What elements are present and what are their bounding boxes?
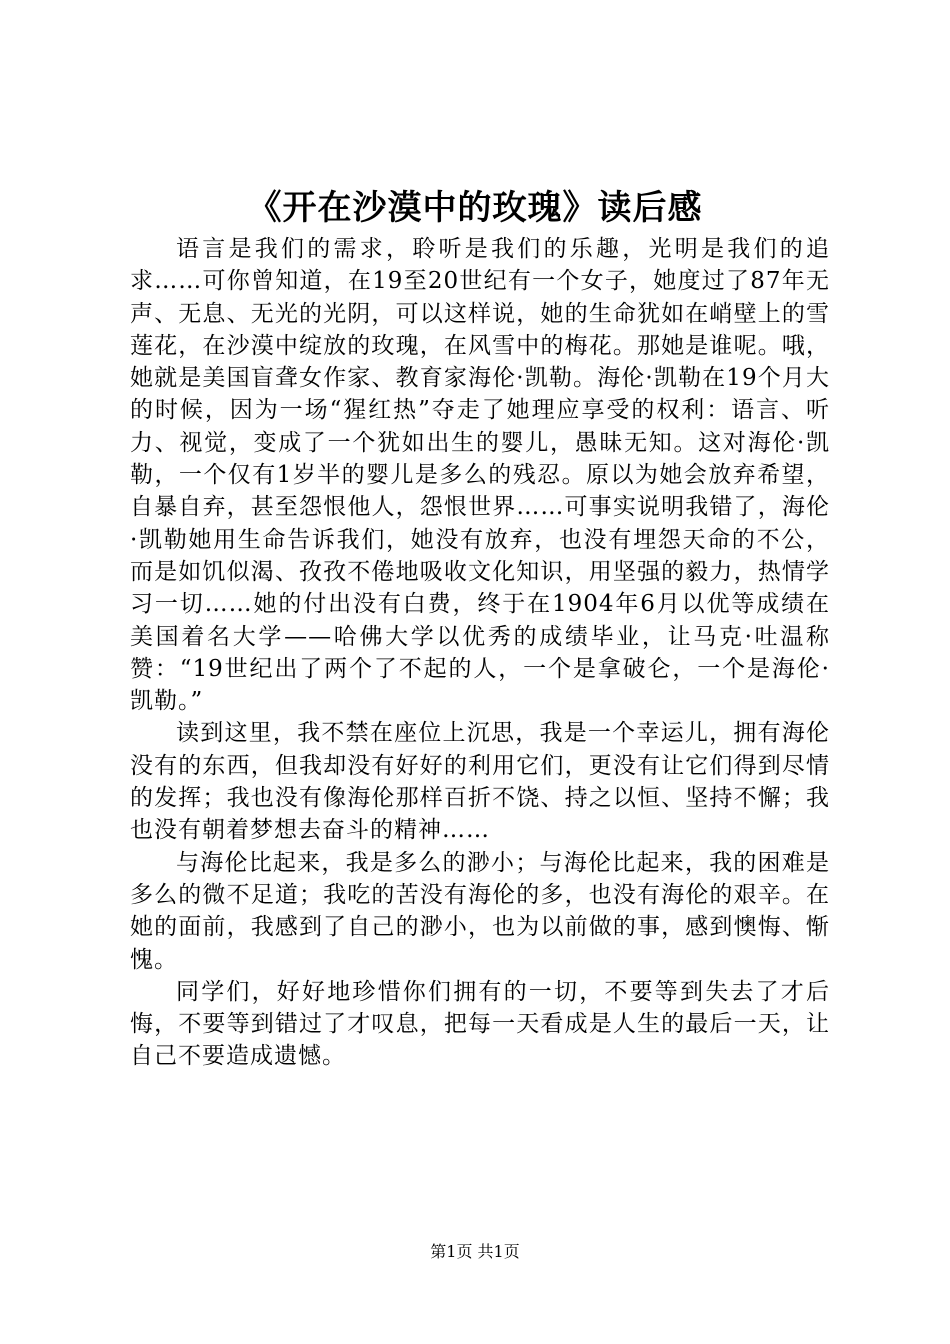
paragraph-1: 语言是我们的需求，聆听是我们的乐趣，光明是我们的追求……可你曾知道，在19至20世纪有一个女子，她度过了87年无声、无息、无光的光阴，可以这样说，她的生命犹如在峭壁上的雪莲花，在沙漠中绽放的玫瑰，在风雪中的梅花。那她是谁呢。哦，她就是美国盲聋女作家、教育家海伦·凯勒。海伦·凯勒在19个月大的时候，因为一场“猩红热”夺走了她理应享受的权利：语言、听力、视觉，变成了一个犹如出生的婴儿，愚昧无知。这对海伦·凯勒，一个仅有1岁半的婴儿是多么的残忍。原以为她会放弃希望，自暴自弃，甚至怨恨他人，怨恨世界……可事实说明我错了，海伦·凯勒她用生命告诉我们，她没有放弃，也没有埋怨天命的不公，而是如饥似渴、孜孜不倦地吸收文化知识，用坚强的毅力，热情学习一切……她的付出没有白费，终于在1904年6月以优等成绩在美国着名大学——哈佛大学以优秀的成绩毕业，让马克·吐温称赞：“19世纪出了两个了不起的人，一个是拿破仑，一个是海伦·凯勒。” [130,236,830,715]
paragraph-3: 与海伦比起来，我是多么的渺小；与海伦比起来，我的困难是多么的微不足道；我吃的苦没有海伦的多，也没有海伦的艰辛。在她的面前，我感到了自己的渺小，也为以前做的事，感到懊悔、惭愧。 [130,849,830,973]
paragraph-4: 同学们，好好地珍惜你们拥有的一切，不要等到失去了才后悔，不要等到错过了才叹息，把每一天看成是人生的最后一天，让自己不要造成遗憾。 [130,978,830,1070]
page-footer: 第1页 共1页 [430,1242,520,1261]
document-body [130,233,830,1073]
document-title: 《开在沙漠中的玫瑰》读后感 [247,188,703,228]
paragraph-2: 读到这里，我不禁在座位上沉思，我是一个幸运儿，拥有海伦没有的东西，但我却没有好好的利用它们，更没有让它们得到尽情的发挥；我也没有像海伦那样百折不饶、持之以恒、坚持不懈；我也没有朝着梦想去奋斗的精神…… [130,720,830,844]
